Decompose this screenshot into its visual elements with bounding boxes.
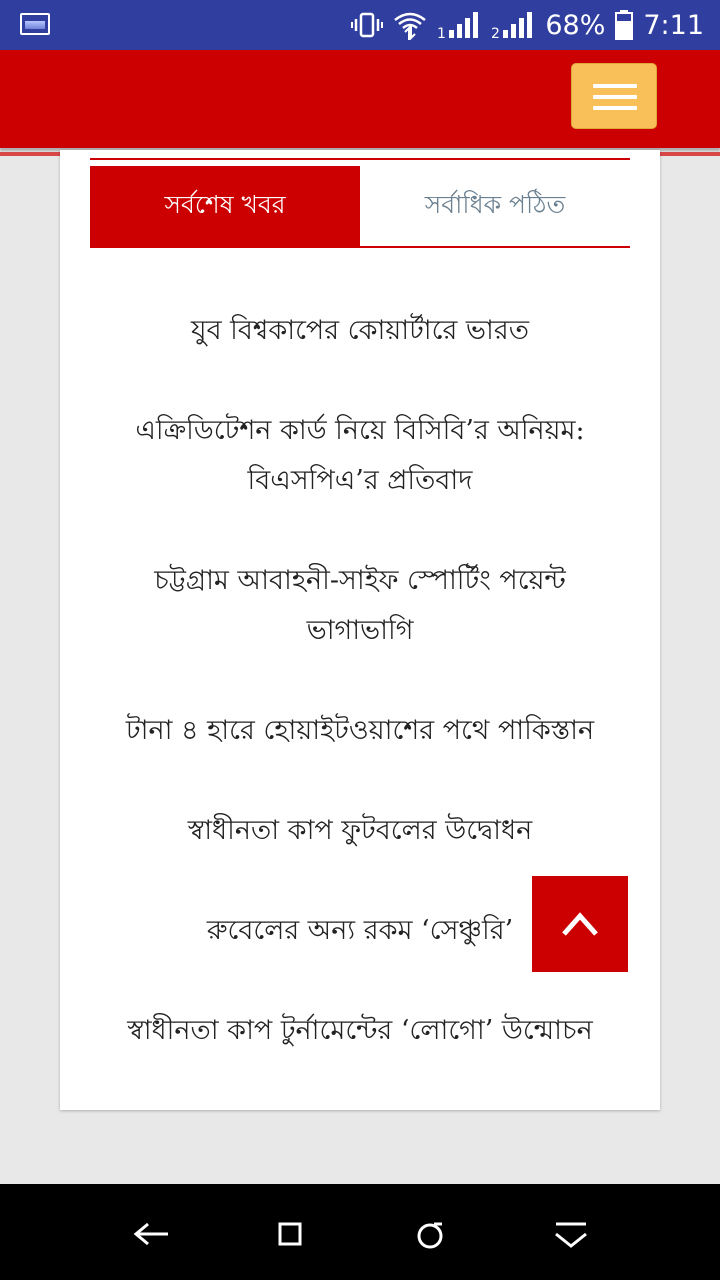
clock: 7:11 xyxy=(643,9,704,41)
news-item[interactable]: স্বাধীনতা কাপ টুর্নামেন্টের ‘লোগো’ উন্মোচন xyxy=(127,1015,593,1046)
news-item[interactable]: চট্টগ্রাম আবাহনী-সাইফ স্পোর্টিং পয়েন্ট ভাগাভাগি xyxy=(154,565,566,646)
app-header xyxy=(0,50,720,148)
gallery-icon xyxy=(20,13,50,35)
menu-button[interactable] xyxy=(571,63,657,129)
news-item[interactable]: রুবেলের অন্য রকম ‘সেঞ্চুরি’ xyxy=(206,915,514,946)
tab-latest-news[interactable]: সর্বশেষ খবর xyxy=(90,166,360,246)
signal-2-label: 2 xyxy=(491,26,501,40)
status-bar xyxy=(0,0,720,50)
notification-pull-icon[interactable] xyxy=(548,1212,592,1256)
back-to-top-button[interactable] xyxy=(532,876,628,972)
signal-1-label: 1 xyxy=(437,26,447,40)
status-icons xyxy=(351,0,704,50)
navigation-bar xyxy=(0,1184,720,1280)
battery-icon xyxy=(615,10,633,40)
wifi-icon xyxy=(393,10,427,40)
tab-most-read[interactable]: সর্বাধিক পঠিত xyxy=(360,166,630,246)
news-tabs xyxy=(90,158,630,248)
news-item[interactable]: যুব বিশ্বকাপের কোয়ার্টারে ভারত xyxy=(191,315,529,346)
news-item[interactable]: স্বাধীনতা কাপ ফুটবলের উদ্বোধন xyxy=(187,815,533,846)
signal-icon xyxy=(437,10,481,40)
battery-percent: 68% xyxy=(545,9,606,41)
signal-icon xyxy=(491,10,535,40)
chevron-up-icon xyxy=(560,908,600,938)
back-icon[interactable] xyxy=(128,1212,172,1256)
news-item[interactable]: এক্রিডিটেশন কার্ড নিয়ে বিসিবি’র অনিয়ম: বিএসপিএ’র প্রতিবাদ xyxy=(135,415,585,496)
vibrate-icon xyxy=(351,11,383,39)
home-icon[interactable] xyxy=(268,1212,312,1256)
recents-icon[interactable] xyxy=(408,1212,452,1256)
news-item[interactable]: টানা ৪ হারে হোয়াইটওয়াশের পথে পাকিস্তান xyxy=(125,715,595,746)
